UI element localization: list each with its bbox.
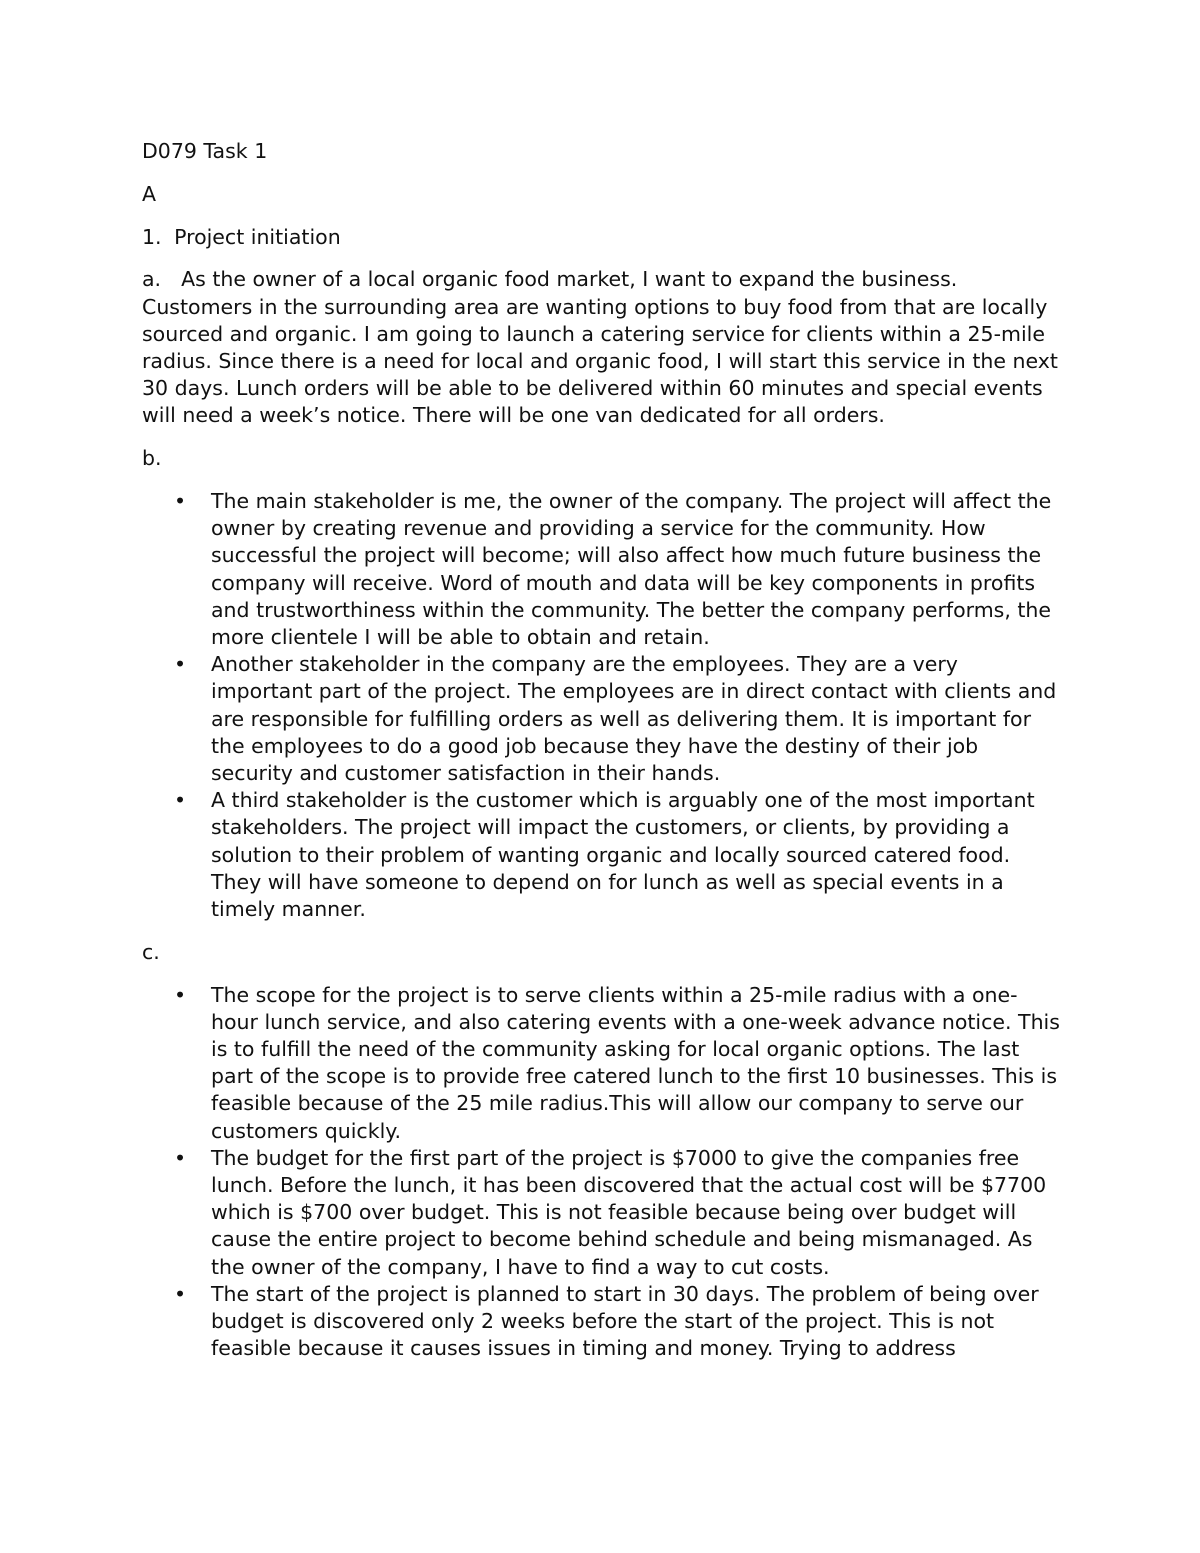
part-c-label: c. xyxy=(142,939,160,964)
list-item: • Another stakeholder in the company are the employees. They are a very important part of the project. The employees are in direct contact with clients and are responsible for fulfilling orders as well as delivering them. It is important for the employees to do a good job because they have the destiny of their job security and customer satisfaction in their hands. xyxy=(142,651,1062,787)
list-item: • The budget for the first part of the project is $7000 to give the companies free lunch. Before the lunch, it has been discovered that the actual cost will be $7700 which is $700 over budget. This is not feasible because being over budget will cause the entire project to become behind schedule and being mismanaged. As the owner of the company, I have to find a way to cut costs. xyxy=(142,1145,1062,1281)
part-c-list xyxy=(142,982,1062,1363)
item-number: 1. xyxy=(142,224,162,249)
item-title: Project initiation xyxy=(174,224,341,249)
part-a-text: As the owner of a local organic food market, I want to expand the business. Customers in the surrounding area are wanting options to buy food from that are locally sourced and organic. I am going to launch a catering service for clients within a 25-mile radius. Since there is a need for local and organic food, I will start this service in the next 30 days. Lunch orders will be able to be delivered within 60 minutes and special events will need a week’s notice. There will be one van dedicated for all orders. xyxy=(142,267,1058,428)
part-a-label: a. xyxy=(142,267,162,292)
list-item: • The scope for the project is to serve clients within a 25-mile radius with a one-hour lunch service, and also catering events with a one-week advance notice. This is to fulfill the need of the community asking for local organic options. The last part of the scope is to provide free catered lunch to the first 10 businesses. This is feasible because of the 25 mile radius.This will allow our company to serve our customers quickly. xyxy=(142,982,1062,1145)
part-b-label: b. xyxy=(142,446,162,471)
item-heading xyxy=(142,224,1062,251)
part-a-paragraph xyxy=(142,266,1062,429)
document-title: D079 Task 1 xyxy=(142,139,268,163)
section-label: A xyxy=(142,181,157,206)
list-item: • A third stakeholder is the customer which is arguably one of the most important stakeholders. The project will impact the customers, or clients, by providing a solution to their problem of wanting organic and locally sourced catered food. They will have someone to depend on for lunch as well as special events in a timely manner. xyxy=(142,787,1062,923)
list-item: • The start of the project is planned to start in 30 days. The problem of being over budget is discovered only 2 weeks before the start of the project. This is not feasible because it causes issues in timing and money. Trying to address xyxy=(142,1281,1062,1363)
document-page xyxy=(142,138,1062,1378)
list-item: • The main stakeholder is me, the owner of the company. The project will affect the owner by creating revenue and providing a service for the community. How successful the project will become; will also affect how much future business the company will receive. Word of mouth and data will be key components in profits and trustworthiness within the community. The better the company performs, the more clientele I will be able to obtain and retain. xyxy=(142,488,1062,651)
part-b-list xyxy=(142,488,1062,923)
